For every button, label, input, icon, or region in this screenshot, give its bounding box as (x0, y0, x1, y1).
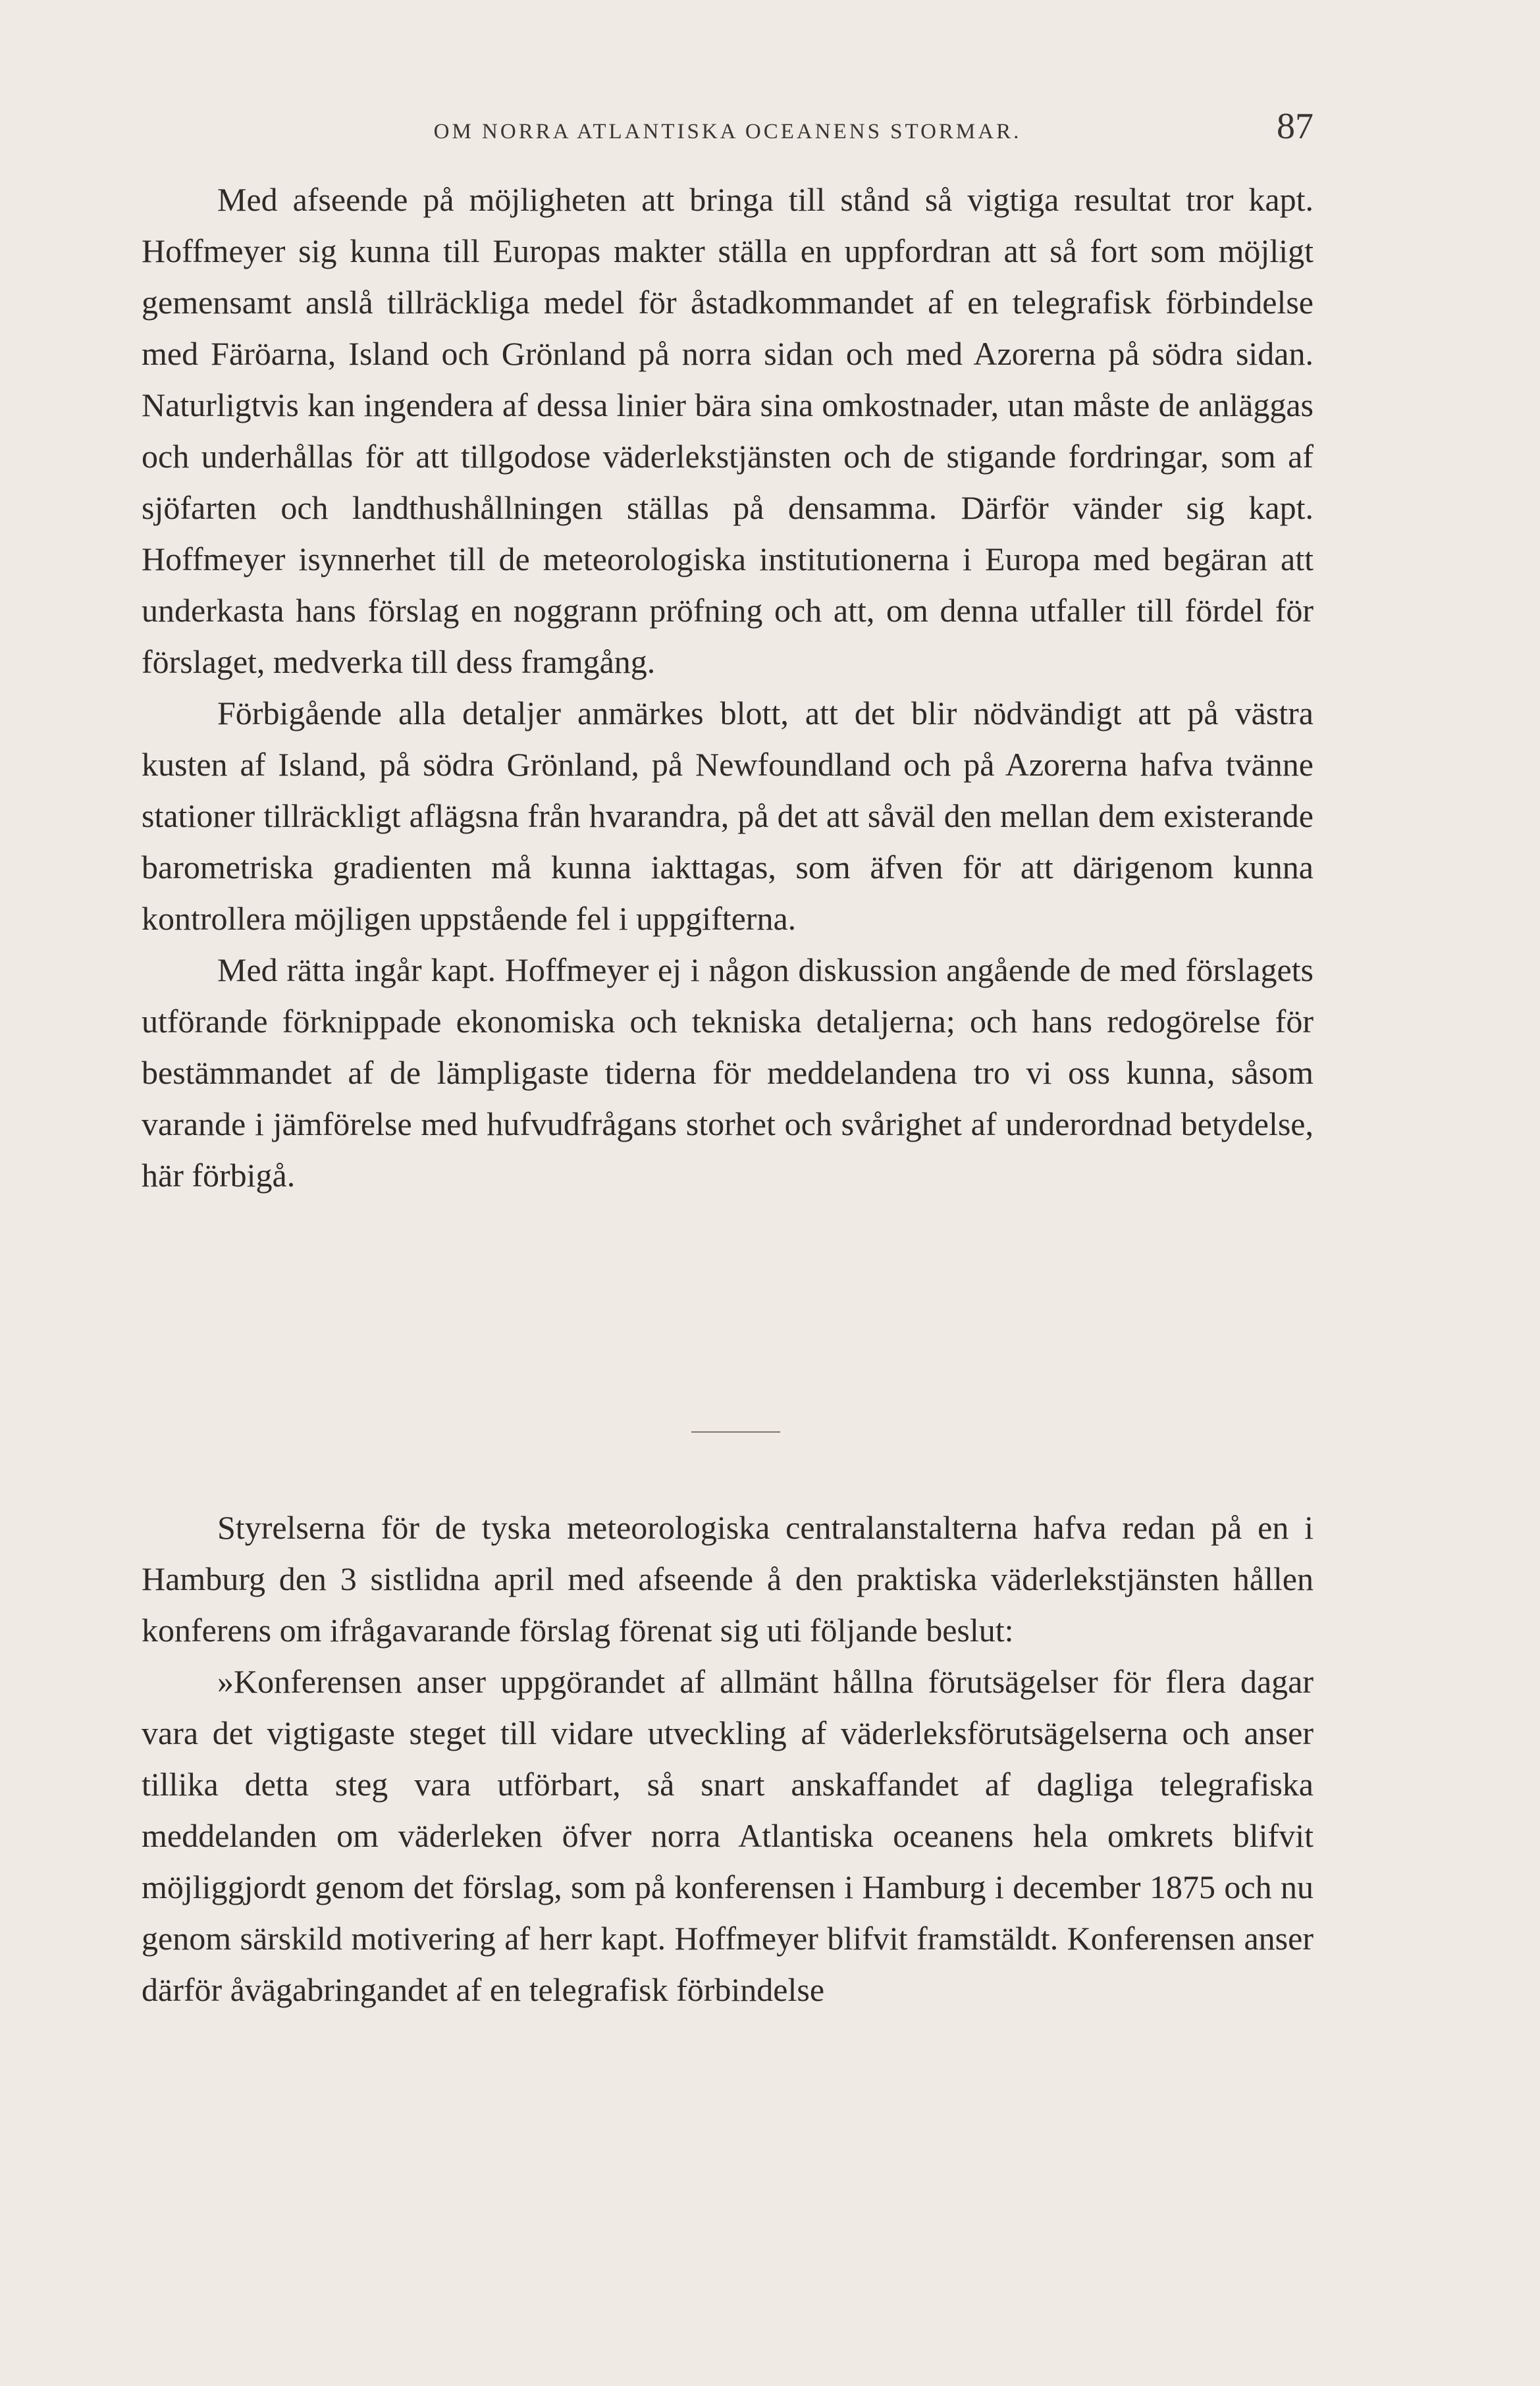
paragraph: Förbigående alla detaljer anmärkes blott, att det blir nödvändigt att på västra kusten af Island, på södra Grönland, på Newfoundland och på Azorerna hafva tvänne stationer tillräckligt aflägsna från hvarandra, på det att såväl den mellan dem existerande barometriska gradienten må kunna iakttagas, som äfven för att därigenom kunna kontrollera möjligen uppstående fel i uppgifterna. (142, 695, 1314, 937)
paragraph: Med afseende på möjligheten att bringa till stånd så vigtiga resultat tror kapt. Hoffmeyer sig kunna till Europas makter ställa en uppfordran att så fort som möjligt gemensamt anslå tillräckliga medel för åstadkommandet af en telegrafisk förbindelse med Färöarna, Island och Grönland på norra sidan och med Azorerna på södra sidan. Naturligtvis kan ingendera af dessa linier bära sina omkostnader, utan måste de anläggas och underhållas för att tillgodose väderlekstjänsten och de stigande fordringar, som af sjöfarten och landthushållningen ställas på densamma. Därför vänder sig kapt. Hoffmeyer isynnerhet till de meteorologiska institutionerna i Europa med begäran att underkasta hans förslag en noggrann pröfning och att, om denna utfaller till fördel för förslaget, medverka till dess framgång. (142, 181, 1314, 680)
second-text-section (142, 1502, 1314, 2015)
section-divider (691, 1431, 780, 1433)
paragraph: Med rätta ingår kapt. Hoffmeyer ej i någon diskussion angående de med förslagets utförande förknippade ekonomiska och tekniska detaljerna; och hans redogörelse för bestämmandet af de lämpligaste tiderna för meddelandena tro vi oss kunna, såsom varande i jämförelse med hufvudfrågans storhet och svårighet af underordnad betydelse, här förbigå. (142, 951, 1314, 1194)
running-title: OM NORRA ATLANTISKA OCEANENS STORMAR. (433, 120, 1022, 144)
page-header (142, 105, 1314, 151)
paragraph: »Konferensen anser uppgörandet af allmänt hållna förutsägelser för flera dagar vara det vigtigaste steget till vidare utveckling af väderleksförutsägelserna och anser tillika detta steg vara utförbart, så snart anskaffandet af dagliga telegrafiska meddelanden om väderleken öfver norra Atlantiska oceanens hela omkrets blifvit möjliggjordt genom det förslag, som på konferensen i Hamburg i december 1875 och nu genom särskild motivering af herr kapt. Hoffmeyer blifvit framstäldt. Konferensen anser därför åvägabringandet af en telegrafisk förbindelse (142, 1663, 1314, 2008)
main-text-section (142, 174, 1314, 1201)
paragraph: Styrelserna för de tyska meteorologiska centralanstalterna hafva redan på en i Hamburg den 3 sistlidna april med afseende å den praktiska väderlekstjänsten hållen konferens om ifrågavarande förslag förenat sig uti följande beslut: (142, 1509, 1314, 1649)
page-number: 87 (1277, 106, 1314, 147)
